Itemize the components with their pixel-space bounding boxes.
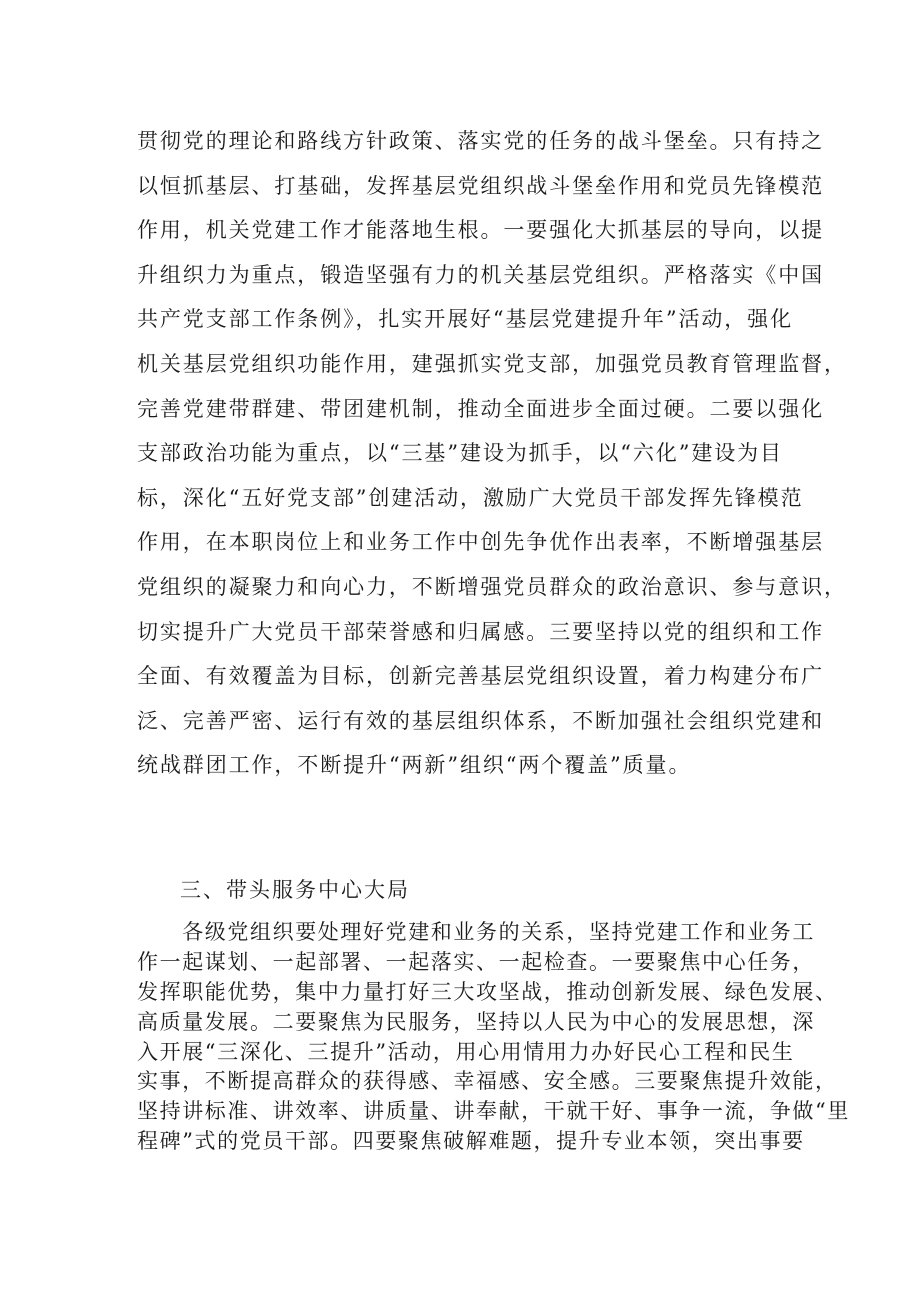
paragraph-2-line: 各级党组织要处理好党建和业务的关系，坚持党建工作和业务工 bbox=[137, 920, 815, 944]
section-heading: 三、带头服务中心大局 bbox=[180, 878, 410, 902]
paragraph-1-line: 党组织的凝聚力和向心力，不断增强党员群众的政治意识、参与意识， bbox=[137, 574, 847, 599]
paragraph-1-line: 作用，机关党建工作才能落地生根。一要强化大抓基层的导向，以提 bbox=[137, 218, 824, 243]
paragraph-1-line: 以恒抓基层、打基础，发挥基层党组织战斗堡垒作用和党员先锋模范 bbox=[137, 173, 824, 198]
paragraph-1-line: 升组织力为重点，锻造坚强有力的机关基层党组织。严格落实《中国 bbox=[137, 262, 824, 287]
paragraph-2-line: 入开展“三深化、三提升”活动，用心用情用力办好民心工程和民生 bbox=[137, 1039, 795, 1064]
paragraph-2-line: 发挥职能优势，集中力量打好三大攻坚战，推动创新发展、绿色发展、 bbox=[137, 979, 838, 1004]
paragraph-1-line: 统战群团工作，不断提升“两新”组织“两个覆盖”质量。 bbox=[137, 753, 692, 778]
paragraph-1-line: 共产党支部工作条例》，扎实开展好“基层党建提升年”活动，强化 bbox=[137, 307, 793, 332]
section-heading-block bbox=[180, 875, 580, 905]
paragraph-2 bbox=[137, 918, 850, 1157]
paragraph-2-line: 实事，不断提高群众的获得感、幸福感、安全感。三要聚焦提升效能， bbox=[137, 1069, 838, 1094]
paragraph-1-line: 完善党建带群建、带团建机制，推动全面进步全面过硬。二要以强化 bbox=[137, 396, 824, 421]
paragraph-2-line: 作一起谋划、一起部署、一起落实、一起检查。一要聚焦中心任务， bbox=[137, 949, 815, 974]
paragraph-1-line: 作用，在本职岗位上和业务工作中创先争优作出表率，不断增强基层 bbox=[137, 530, 824, 555]
paragraph-1-line: 机关基层党组织功能作用，建强抓实党支部，加强党员教育管理监督， bbox=[137, 351, 847, 376]
paragraph-2-line: 程碑”式的党员干部。四要聚焦破解难题，提升专业本领，突出事要 bbox=[137, 1129, 805, 1154]
paragraph-1-line: 支部政治功能为重点，以“三基”建设为抓手，以“六化”建设为目 bbox=[137, 441, 783, 466]
paragraph-1-line: 贯彻党的理论和路线方针政策、落实党的任务的战斗堡垒。只有持之 bbox=[137, 129, 824, 153]
paragraph-2-line: 高质量发展。二要聚焦为民服务，坚持以人民为中心的发展思想，深 bbox=[137, 1009, 815, 1034]
paragraph-1-line: 泛、完善严密、运行有效的基层组织体系，不断加强社会组织党建和 bbox=[137, 708, 824, 733]
paragraph-1 bbox=[137, 119, 847, 788]
paragraph-1-line: 标，深化“五好党支部”创建活动，激励广大党员干部发挥先锋模范 bbox=[137, 485, 804, 510]
paragraph-1-line: 全面、有效覆盖为目标，创新完善基层党组织设置，着力构建分布广 bbox=[137, 664, 824, 689]
paragraph-1-line: 切实提升广大党员干部荣誉感和归属感。三要坚持以党的组织和工作 bbox=[137, 619, 824, 644]
paragraph-2-line: 坚持讲标准、讲效率、讲质量、讲奉献，干就干好、事争一流，争做“里 bbox=[137, 1099, 850, 1124]
